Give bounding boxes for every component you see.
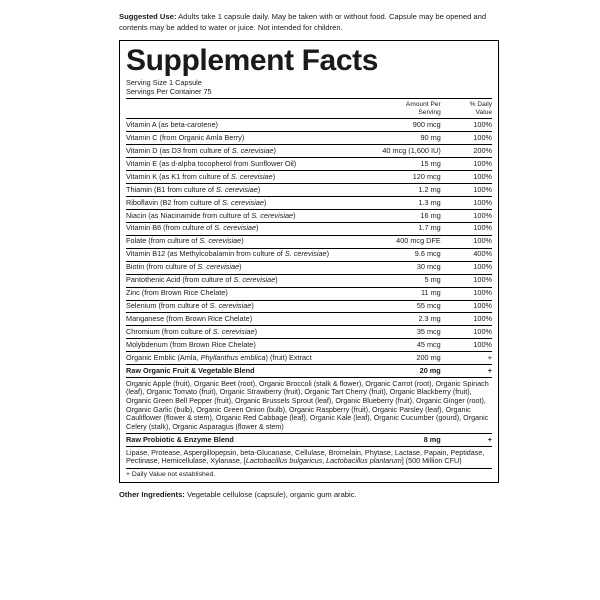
nutrient-daily-value: 100% (441, 326, 492, 339)
header-blank (126, 99, 360, 119)
table-row (126, 261, 492, 274)
nutrient-amount: 40 mcg (1,600 IU) (360, 145, 441, 158)
blend-amount: 8 mg (360, 434, 441, 447)
header-amount: Amount Per Serving (405, 100, 441, 116)
nutrient-amount: 11 mg (360, 287, 441, 300)
table-header-row (126, 99, 492, 119)
daily-value-footnote: + Daily Value not established. (126, 468, 492, 479)
blend-amount: 20 mg (360, 365, 441, 378)
nutrient-amount: 120 mcg (360, 171, 441, 184)
header-daily-value: % Daily Value (469, 100, 492, 116)
nutrient-rows (126, 119, 492, 365)
nutrient-amount: 5 mg (360, 274, 441, 287)
nutrient-amount: 200 mg (360, 352, 441, 365)
blend-description-row (126, 447, 492, 468)
blend-description-row (126, 378, 492, 434)
nutrient-daily-value: 100% (441, 184, 492, 197)
nutrient-daily-value: 100% (441, 287, 492, 300)
nutrient-amount: 1.7 mg (360, 222, 441, 235)
nutrient-daily-value: 100% (441, 132, 492, 145)
table-row (126, 287, 492, 300)
serving-size: Serving Size 1 Capsule (126, 78, 202, 88)
blend-daily-value: + (441, 434, 492, 447)
servings-per-container: Servings Per Container 75 (126, 87, 212, 97)
nutrient-daily-value: 400% (441, 248, 492, 261)
table-row (126, 274, 492, 287)
table-row (126, 248, 492, 261)
nutrient-daily-value: 100% (441, 197, 492, 210)
nutrient-daily-value: 200% (441, 145, 492, 158)
table-row (126, 326, 492, 339)
blend-daily-value: + (441, 365, 492, 378)
nutrient-daily-value: + (441, 352, 492, 365)
table-row (126, 145, 492, 158)
nutrient-name: Zinc (from Brown Rice Chelate) (126, 287, 360, 300)
other-ingredients-body: Vegetable cellulose (capsule), organic gum arabic. (184, 489, 357, 499)
nutrient-amount: 55 mcg (360, 300, 441, 313)
table-row (126, 132, 492, 145)
nutrient-amount: 90 mg (360, 132, 441, 145)
nutrient-daily-value: 100% (441, 119, 492, 132)
nutrient-amount: 30 mcg (360, 261, 441, 274)
panel-title: Supplement Facts (126, 43, 378, 77)
table-row (126, 209, 492, 222)
nutrient-name: Vitamin A (as beta-carotene) (126, 119, 360, 132)
nutrient-daily-value: 100% (441, 261, 492, 274)
table-row (126, 197, 492, 210)
nutrient-amount: 35 mcg (360, 326, 441, 339)
nutrient-amount: 1.3 mg (360, 197, 441, 210)
nutrient-amount: 900 mcg (360, 119, 441, 132)
nutrient-name: Selenium (from culture of S. cerevisiae) (126, 300, 360, 313)
nutrient-daily-value: 100% (441, 209, 492, 222)
nutrient-name: Pantothenic Acid (from culture of S. cerevisiae) (126, 274, 360, 287)
nutrient-name: Vitamin B6 (from culture of S. cerevisiae) (126, 222, 360, 235)
nutrient-daily-value: 100% (441, 235, 492, 248)
table-row (126, 119, 492, 132)
nutrient-name: Folate (from culture of S. cerevisiae) (126, 235, 360, 248)
table-row (126, 313, 492, 326)
nutrient-name: Thiamin (B1 from culture of S. cerevisiae) (126, 184, 360, 197)
nutrient-name: Riboflavin (B2 from culture of S. cerevisiae) (126, 197, 360, 210)
table-row (126, 235, 492, 248)
nutrient-name: Vitamin K (as K1 from culture of S. cerevisiae) (126, 171, 360, 184)
blend-description: Organic Apple (fruit), Organic Beet (root), Organic Broccoli (stalk & flower), Organic Carrot (root), Organic Spinach (leaf), Organic Tomato (fruit), Organic Strawberry (fruit), Organic Tart Cherry (fruit), Organic Blackberry (fruit), Organic Green Bell Pepper (fruit), Organic Brussels Sprout (leaf), Organic Blueberry (fruit), Organic Ginger (root), Organic Garlic (bulb), Organic Green Onion (bulb), Organic Raspberry (fruit), Organic Parsley (leaf), Organic Cauliflower (flower & stem), Organic Red Cabbage (leaf), Organic Kale (leaf), Organic Cucumber (gourd), Organic Celery (stalk), Organic Asparagus (flower & stem) (126, 378, 492, 434)
nutrient-daily-value: 100% (441, 313, 492, 326)
table-row (126, 184, 492, 197)
table-row (126, 158, 492, 171)
suggested-use-label: Suggested Use: (119, 12, 177, 21)
blend-rows (126, 365, 492, 468)
suggested-use-body: Adults take 1 capsule daily. May be taken with or without food. Capsule may be opened and contents may be added to water or juice. Not intended for children. (119, 12, 487, 32)
nutrient-amount: 2.3 mg (360, 313, 441, 326)
nutrient-name: Biotin (from culture of S. cerevisiae) (126, 261, 360, 274)
table-row (126, 352, 492, 365)
blend-row (126, 365, 492, 378)
other-ingredients-label: Other Ingredients: (119, 489, 185, 499)
nutrient-name: Molybdenum (from Brown Rice Chelate) (126, 339, 360, 352)
nutrient-amount: 45 mcg (360, 339, 441, 352)
nutrient-daily-value: 100% (441, 158, 492, 171)
supplement-facts-panel (119, 40, 499, 483)
other-ingredients (119, 490, 499, 500)
nutrient-amount: 9.6 mcg (360, 248, 441, 261)
nutrient-daily-value: 100% (441, 339, 492, 352)
nutrient-daily-value: 100% (441, 222, 492, 235)
nutrient-name: Vitamin D (as D3 from culture of S. cerevisiae) (126, 145, 360, 158)
blend-name: Raw Organic Fruit & Vegetable Blend (126, 365, 360, 378)
nutrient-name: Organic Emblic (Amla, Phyllanthus emblica) (fruit) Extract (126, 352, 360, 365)
table-row (126, 222, 492, 235)
nutrient-amount: 15 mg (360, 158, 441, 171)
nutrient-daily-value: 100% (441, 300, 492, 313)
nutrient-name: Vitamin B12 (as Methylcobalamin from culture of S. cerevisiae) (126, 248, 360, 261)
blend-name: Raw Probiotic & Enzyme Blend (126, 434, 360, 447)
nutrient-name: Manganese (from Brown Rice Chelate) (126, 313, 360, 326)
nutrient-daily-value: 100% (441, 274, 492, 287)
blend-description: Lipase, Protease, Aspergillopepsin, beta-Glucanase, Cellulase, Bromelain, Phytase, Lactase, Papain, Peptidase, Pectinase, Hemicellulase, Xylanase, [Lactobacillus bulgaricus, Lactobacillus plantarum] (500 Million CFU) (126, 447, 492, 468)
suggested-use-text (119, 12, 499, 34)
table-row (126, 171, 492, 184)
nutrient-daily-value: 100% (441, 171, 492, 184)
nutrient-amount: 16 mg (360, 209, 441, 222)
table-row (126, 300, 492, 313)
nutrient-name: Chromium (from culture of S. cerevisiae) (126, 326, 360, 339)
nutrient-name: Niacin (as Niacinamide from culture of S. cerevisiae) (126, 209, 360, 222)
nutrient-amount: 1.2 mg (360, 184, 441, 197)
facts-table (126, 99, 492, 467)
table-row (126, 339, 492, 352)
nutrient-name: Vitamin C (from Organic Amla Berry) (126, 132, 360, 145)
nutrient-amount: 400 mcg DFE (360, 235, 441, 248)
blend-row (126, 434, 492, 447)
nutrient-name: Vitamin E (as d-alpha tocopherol from Sunflower Oil) (126, 158, 360, 171)
